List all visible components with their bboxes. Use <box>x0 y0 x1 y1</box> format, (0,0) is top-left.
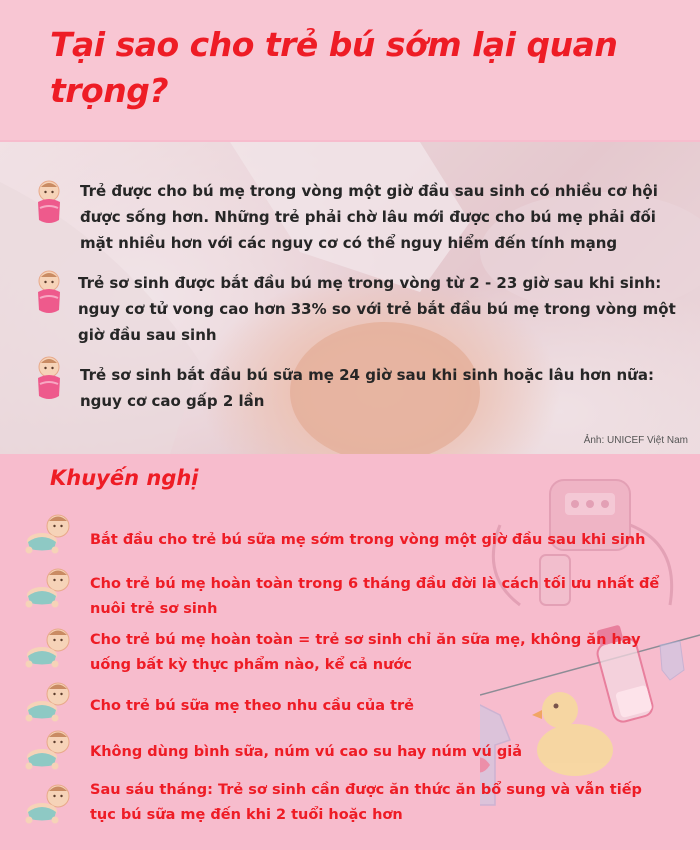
recommendation-text: Cho trẻ bú mẹ hoàn toàn = trẻ sơ sinh chỉ ăn sữa mẹ, không ăn hay uống bất kỳ thực phẩm nào, kể cả nước <box>90 632 641 673</box>
breastfeeding-photo <box>0 142 700 454</box>
baby-swaddled-icon <box>32 268 66 316</box>
stat-text: Trẻ được cho bú mẹ trong vòng một giờ đầu sau sinh có nhiều cơ hội được sống hơn. Những trẻ phải chờ lâu mới được cho bú mẹ phải đối mặt nhiều hơn với các nguy cơ có thể nguy hiểm đến tính mạng <box>80 182 658 252</box>
crawling-baby-icon <box>22 566 74 608</box>
recommendation-text: Bắt đầu cho trẻ bú sữa mẹ sớm trong vòng một giờ đầu sau khi sinh <box>90 532 646 548</box>
crawling-baby-icon <box>22 782 74 824</box>
crawling-baby-icon <box>22 626 74 668</box>
recommendation-text: Cho trẻ bú sữa mẹ theo nhu cầu của trẻ <box>90 698 414 714</box>
recommendation-text: Cho trẻ bú mẹ hoàn toàn trong 6 tháng đầu đời là cách tối ưu nhất để nuôi trẻ sơ sinh <box>90 576 660 617</box>
crawling-baby-icon <box>22 728 74 770</box>
recommendation-text: Sau sáu tháng: Trẻ sơ sinh cần được ăn thức ăn bổ sung và vẫn tiếp tục bú sữa mẹ đến khi 2 tuổi hoặc hơn <box>90 782 642 823</box>
crawling-baby-icon <box>22 680 74 722</box>
recommendations-heading: Khuyến nghị <box>50 466 199 490</box>
crawling-baby-icon <box>22 512 74 554</box>
photo-credit: Ảnh: UNICEF Việt Nam <box>583 435 688 446</box>
stat-text: Trẻ sơ sinh bắt đầu bú sữa mẹ 24 giờ sau khi sinh hoặc lâu hơn nữa: nguy cơ cao gấp 2 lần <box>80 366 654 410</box>
stat-text: Trẻ sơ sinh được bắt đầu bú mẹ trong vòng từ 2 - 23 giờ sau khi sinh: nguy cơ tử vong cao hơn 33% so với trẻ bắt đầu bú mẹ trong vòng một giờ đầu sau sinh <box>78 274 676 344</box>
page-title: Tại sao cho trẻ bú sớm lại quan trọng? <box>50 25 618 110</box>
baby-swaddled-icon <box>32 178 66 226</box>
recommendation-text: Không dùng bình sữa, núm vú cao su hay núm vú giả <box>90 744 522 760</box>
header <box>0 0 700 140</box>
baby-swaddled-icon <box>32 354 66 402</box>
